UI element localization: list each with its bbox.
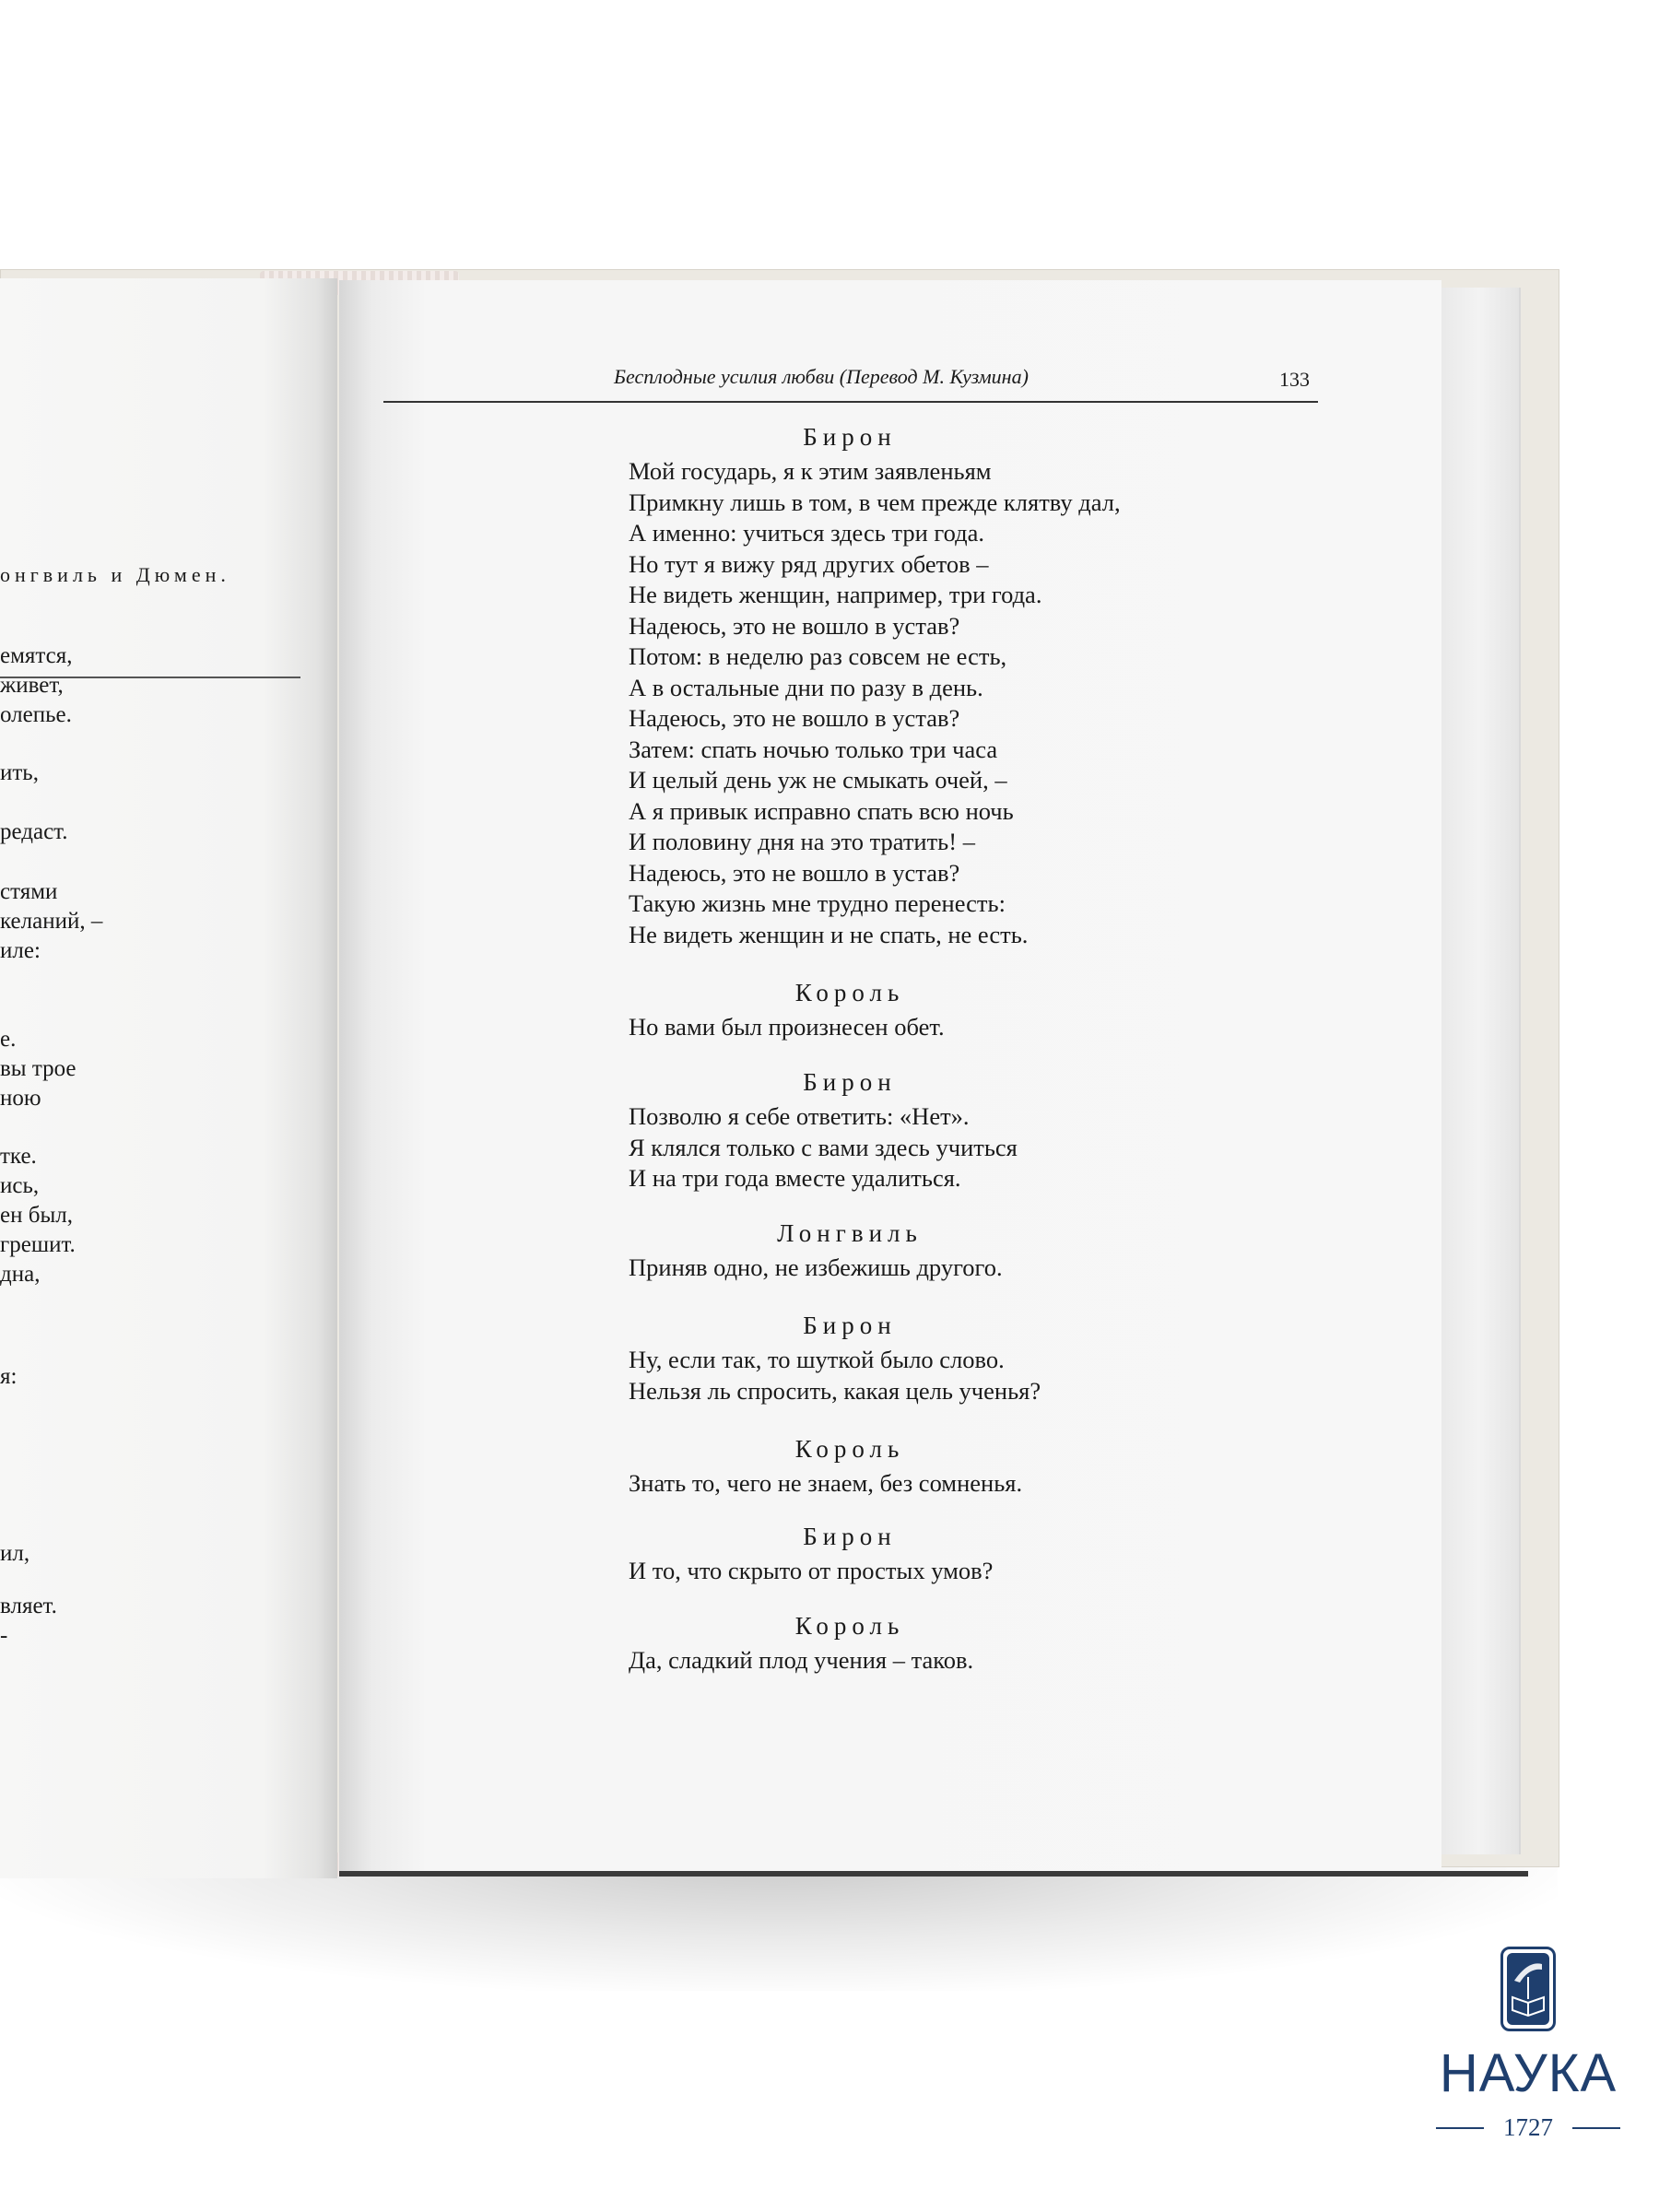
book-emblem-icon <box>1500 1947 1556 2031</box>
verse-line: Позволю я себе ответить: «Нет». <box>629 1102 970 1130</box>
page-bottom-edge <box>339 1871 1528 1877</box>
verse-block <box>629 1101 1018 1194</box>
verse-line: А именно: учиться здесь три года. <box>629 519 984 547</box>
left-page-line: ить, <box>0 760 39 785</box>
verse-line: Но вами был произнесен обет. <box>629 1013 945 1041</box>
verse-line: Не видеть женщин, например, три года. <box>629 581 1042 608</box>
left-page-line: стями <box>0 879 58 904</box>
verse-line: Не видеть женщин и не спать, не есть. <box>629 920 1029 948</box>
speaker-name: Бирон <box>803 1523 897 1550</box>
left-page-line: ись, <box>0 1173 40 1198</box>
page-number: 133 <box>1279 368 1310 391</box>
publisher-logo <box>1427 1945 1630 2184</box>
verse-line: И половину дня на это тратить! – <box>629 828 975 855</box>
left-page-line: редаст. <box>0 819 68 844</box>
speaker-name: Бирон <box>803 1068 897 1096</box>
verse-block <box>629 1345 1041 1406</box>
page-stack-edge <box>1440 288 1521 1854</box>
verse-line: Но тут я вижу ряд других обетов – <box>629 549 989 578</box>
speaker-name: Король <box>794 1435 905 1463</box>
left-page-text <box>0 278 337 1878</box>
speaker-name: Бирон <box>803 1312 897 1339</box>
verse-line: А я привык исправно спать всю ночь <box>629 796 1014 825</box>
verse-line: Да, сладкий плод учения – таков. <box>629 1646 974 1674</box>
left-page-line: грешит. <box>0 1232 76 1257</box>
left-page-line: дна, <box>0 1262 41 1287</box>
verse-block <box>629 1253 1003 1284</box>
verse-line: Потом: в неделю раз совсем не есть, <box>629 642 1007 670</box>
speaker-name: Король <box>794 979 905 1006</box>
logo-rule-right <box>1572 2127 1620 2129</box>
verse-line: Затем: спать ночью только три часа <box>629 735 998 763</box>
left-page-line: иле: <box>0 938 41 963</box>
left-page-line: келаний, – <box>0 909 103 934</box>
left-page-line: онгвиль и Дюмен. <box>0 563 230 586</box>
verse-line: Надеюсь, это не вошло в устав? <box>629 858 960 887</box>
publisher-name: НАУКА <box>1439 2043 1618 2103</box>
verse-line: Нельзя ль спросить, какая цель ученья? <box>629 1376 1041 1405</box>
running-head: Бесплодные усилия любви (Перевод М. Кузмина) <box>614 365 1029 388</box>
verse-block <box>629 1468 1022 1500</box>
header-rule <box>383 401 1318 403</box>
left-page-line: вы трое <box>0 1056 76 1081</box>
verse-block <box>629 1556 993 1587</box>
left-page-line: ил, <box>0 1541 30 1566</box>
speaker-name: Бирон <box>803 423 897 451</box>
verse-block <box>629 1645 973 1677</box>
verse-block <box>629 1012 945 1043</box>
left-page-line: емятся, <box>0 643 73 668</box>
left-page-line: тке. <box>0 1144 37 1169</box>
verse-line: И целый день уж не смыкать очей, – <box>629 766 1007 794</box>
verse-line: Ну, если так, то шуткой было слово. <box>629 1346 1005 1373</box>
verse-line: И на три года вместе удалиться. <box>629 1164 961 1192</box>
left-page-line: - <box>0 1623 8 1648</box>
left-page-line: ною <box>0 1086 41 1111</box>
verse-line: Надеюсь, это не вошло в устав? <box>629 611 960 640</box>
verse-line: Примкну лишь в том, в чем прежде клятву дал, <box>629 488 1121 516</box>
verse-line: Я клялся только с вами здесь учиться <box>629 1133 1018 1161</box>
left-page-line: живет, <box>0 673 64 698</box>
left-page <box>0 278 337 1878</box>
verse-line: Приняв одно, не избежишь другого. <box>629 1253 1003 1281</box>
left-page-line: ен был, <box>0 1203 73 1228</box>
left-page-line: олепье. <box>0 702 72 727</box>
speaker-name: Король <box>794 1612 905 1640</box>
verse-line: И то, что скрыто от простых умов? <box>629 1557 994 1584</box>
verse-line: Такую жизнь мне трудно перенесть: <box>629 889 1006 917</box>
left-page-line: е. <box>0 1027 17 1052</box>
left-page-line: вляет. <box>0 1594 57 1618</box>
verse-line: А в остальные дни по разу в день. <box>629 673 983 701</box>
verse-line: Мой государь, я к этим заявленьям <box>629 457 992 485</box>
publisher-year: 1727 <box>1503 2113 1553 2141</box>
verse-block <box>629 456 1121 950</box>
left-page-line: я: <box>0 1364 18 1389</box>
verse-line: Знать то, чего не знаем, без сомненья. <box>629 1469 1023 1497</box>
verse-line: Надеюсь, это не вошло в устав? <box>629 704 960 732</box>
speaker-name: Лонгвиль <box>777 1219 923 1247</box>
